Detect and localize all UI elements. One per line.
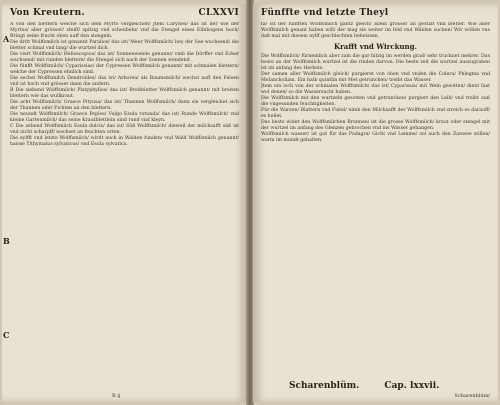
left-page-text [10,22,239,398]
left-page [2,4,247,402]
right-page-text [261,22,490,376]
paragraph: Wolffsmilch wasser/ ist gut für das Podagra/ Gicht vnd Lemme/ sol auch den Zanwee stillen/ warm im mundt gehalten. [261,132,490,143]
paragraph: Die Wolffsmilch/ fürnemlich aber zam die gar hitzig im werden grad/ sehr trucknet mehrer. Das beste an der Wolffsmilch wurtzel ist die rinden darvon. Die beste zeit die wurtzel auszugraben ist im anfang des Herbsts. [261,54,490,71]
paragraph: A von den blettern welche sich dem Myrto vergleichen/ Jtem Caryites/ das ist der wie der Myrtus/ aber grösser/ steiff/ spitzig vnd scheubeln/ vnd die Stengel eines Ellnbogens hoch/ Bringt seine frucht oben auff den stengeln. [10,22,239,39]
paragraph: C Die zehend Wolffsmilch Esula dulcis/ das ist/ Süß Wolffsmilch/ dieweil der milchsafft süß ist vnd nicht scharpff/ wechset an feuchten orten. [10,123,239,135]
paragraph: Für die Warzen/ Blattern vnd Fistel/ nimb den Milchsafft der Wolffsmilch vnd streich es darauff/ es heilet. [261,108,490,119]
catchword: Scharenblüm/ [454,393,490,399]
paragraph: Die sechst Wolffsmilch Dendroides/ das ist/ Arborea/ als Baumsmilch/ wechst auff den Felsen vnd ist hoch vnd grösser dann die andern. [10,75,239,87]
left-running-head-title: Von Kreutern. [10,8,85,18]
paragraph: Die dritt Wolffsmilch ist genannt Paralios/ das ist/ Meer Wolffsmilch/ bey der See wachsend/ die bletter schmal vnd lang/ die wurtzel dick. [10,39,239,51]
right-running-head-title: Fünffte vnd letzte Theyl [261,8,389,18]
paragraph: Die neundt Wolffsmilch/ Graece Peplos/ Vulgo Esula rotunda/ das ist/ Runde Wolffsmilch/ vnd kleine Gartenmilch/ das seine Krautblettlein sind rund vnd kleyn. [10,111,239,123]
paragraph: Die acht Wolffsmilch/ Graece Pityusa/ das ist/ Thannen Wolffsmilch/ dann sie vergleichet sich der Thannen oder Fichten an den blettern. [10,99,239,111]
section-title: Krafft vnd Wirckung. [334,42,417,52]
paragraph: Die Wolffsmilch mit den wurtzeln gesotten vnd getruncken/ purgiert den Leib/ vnd treibt auß die vngesunden feuchtigkeiten. [261,96,490,107]
paragraph: ta/ ist der fünfften Wolffsmilch gantz gleich/ allein grösser an gestalt vnd bletter. Wie aber Wolffsmilch genant haben will/ der mag sie weiter im feld vnd Wälden suchen/ Wir wöllen vns daß mal mit diesem eylff geschlechten beheissen. [261,22,490,39]
chapter-heading-line [289,381,490,392]
left-folio-number: CLXXVI [198,8,239,18]
right-running-head [261,8,490,20]
right-page [253,4,498,402]
paragraph: Jtem ein loch von der schmalen Wolffsmilch/ das ist/ Cyparissia/ mit Wein gesotten/ dient fast wol denen/ so die Wassersucht haben. [261,84,490,95]
paragraph: Der samen aller Wolffsmilch gleich/ purgieret von oben vnd vnden die Colera/ Phlegma vnd Melancholiam. Ein halb quintlin mit Met getruncken/ treibt das Wasser. [261,72,490,83]
signature-mark: B ij [112,393,121,399]
chapter-number: Cap. lxxvii. [384,381,440,391]
paragraph: Das beste wider den Wolffsmilchen Brunnen/ ist die grosse Wolffsmilch/ kraut oder stengel mit der wurtzel im anfang des Glenzen gebrochen vnd ins Wasser gehangen. [261,120,490,131]
paragraph: Die eylfft vnd letzte Wolffsmilch/ wirdt auch in Walden funden/ vnd Wald Wolffsmilch genannt/ haisse Tithymalus sylvaticus/ vnd Esula sylvatica. [10,135,239,147]
paragraph: Die viert Wolffsmilch/ Helioscopios/ das ist/ Sonnenwende genannt/ vmb die Dörffer vnd Ecker wachsend/ mit runden blettern/ die Stengel sich nach der Sonnen wendend. [10,51,239,63]
paragraph: Die fünfft Wolffsmilch/ Cyparissias/ der Cypressen Wolffsmilch genannt/ mit schmalen blettern/ welche der Cypressen ehnlich sind. [10,63,239,75]
margin-letter-c: C [3,330,10,340]
chapter-heading: Scharenblüm. [289,381,360,391]
left-running-head [10,8,239,20]
margin-letter-a: A [3,34,10,44]
paragraph: B Die siebend Wolffsmilch/ Platyphyllos/ das ist/ Breitbletter Wolffsmilch genannt/ mit breiten blettern wie das wullkraut. [10,87,239,99]
margin-letter-b: B [3,236,10,246]
